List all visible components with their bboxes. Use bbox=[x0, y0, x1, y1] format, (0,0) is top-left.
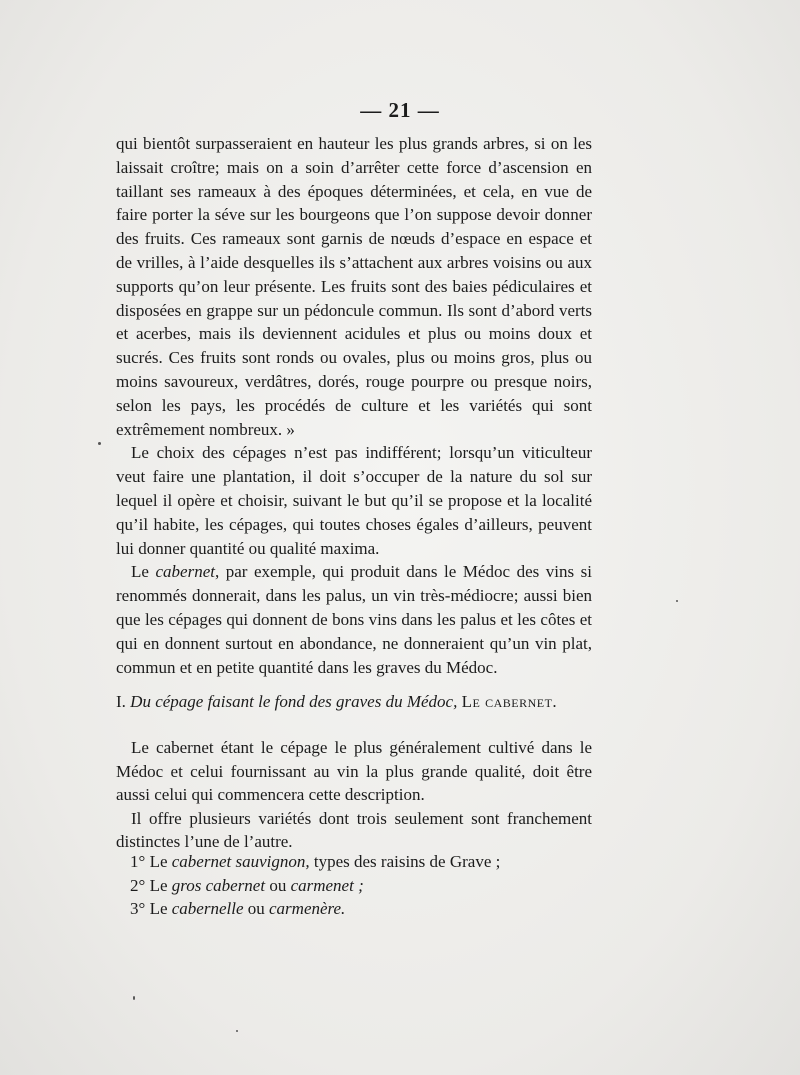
list-item bbox=[130, 897, 590, 921]
section-title-caps: Le cabernet. bbox=[461, 692, 558, 711]
list-number: 3° bbox=[130, 899, 146, 918]
paper-speck bbox=[98, 442, 101, 445]
variety-list bbox=[130, 850, 590, 921]
paragraph-3-italic: cabernet bbox=[155, 562, 215, 582]
list-item bbox=[130, 850, 590, 874]
paper-speck bbox=[676, 600, 678, 602]
paper-speck bbox=[133, 996, 135, 1000]
list-italic: cabernelle bbox=[171, 899, 244, 918]
section-number: I. bbox=[116, 692, 126, 711]
list-italic: gros cabernet bbox=[171, 875, 266, 895]
paper-speck bbox=[236, 1030, 238, 1032]
list-text: types des raisins de Grave ; bbox=[309, 852, 501, 871]
paragraph-3-post: , par exemple, qui produit dans le Médoc des vins si renommés donnerait, dans les palus, un vin très-médiocre; aussi bien que les cépages qui donnent de bons vins dans les palus et les côtes et qui en donnent surtout en abondance, ne donneraient qu’un vin plat, commun et en petite quantité dans les graves du Médoc. bbox=[116, 562, 592, 677]
paragraph-2: Le choix des cépages n’est pas indifférent; lorsqu’un viticulteur veut faire une plantation, il doit s’occuper de la nature du sol sur lequel il opère et choisir, suivant le but qu’il se propose et la localité qu’il habite, les cépages, qui toutes choses égales d’ailleurs, peuvent lui donner quantité ou qualité maxima. bbox=[116, 443, 592, 558]
list-text: Le bbox=[149, 852, 172, 871]
list-number: 1° bbox=[130, 852, 146, 871]
section-title: Du cépage faisant le fond des graves du Médoc, bbox=[130, 692, 458, 711]
list-text: ou bbox=[243, 899, 269, 918]
paragraph-3 bbox=[116, 560, 592, 679]
list-italic: carmenère. bbox=[269, 899, 346, 918]
list-text: Le bbox=[149, 899, 172, 918]
list-item bbox=[130, 874, 590, 898]
list-number: 2° bbox=[130, 875, 146, 895]
section-text bbox=[116, 736, 592, 854]
section-paragraph-1: Le cabernet étant le cépage le plus généralement cultivé dans le Médoc et celui fournissant au vin la plus grande qualité, doit être aussi celui qui commencera cette description. bbox=[116, 738, 592, 804]
page-number: — 21 — bbox=[360, 98, 440, 122]
section-heading bbox=[116, 690, 592, 714]
list-italic: carmenet ; bbox=[290, 875, 364, 895]
paragraph-3-pre: Le bbox=[131, 562, 156, 582]
list-italic: cabernet sauvignon, bbox=[171, 852, 310, 871]
paragraph-1: qui bientôt surpasseraient en hauteur les plus grands arbres, si on les laissait croître; mais on a soin d’arrêter cette force d’ascension en taillant ses rameaux à des époques déterminées, et cela, en vue de faire porter la séve sur les bourgeons que l’on suppose devoir donner des fruits. Ces rameaux sont garnis de nœuds d’espace en espace et de vrilles, à l’aide desquelles ils s’attachent aux arbres voisins ou aux supports qu’on leur présente. Les fruits sont des baies pédiculaires et disposées en grappe sur un pédoncule commun. Ils sont d’abord verts et acerbes, mais ils deviennent acidules et plus ou moins doux et sucrés. Ces fruits sont ronds ou ovales, plus ou moins gros, plus ou moins savoureux, verdâtres, dorés, rouge pourpre ou presque noirs, selon les pays, les procédés de culture et les variétés qui sont extrêmement nombreux. » bbox=[116, 134, 592, 439]
body-text bbox=[116, 132, 592, 679]
section-paragraph-2: Il offre plusieurs variétés dont trois seulement sont franchement distinctes l’une de l’autre. bbox=[116, 808, 592, 851]
list-text: Le bbox=[149, 875, 172, 895]
list-text: ou bbox=[265, 875, 291, 895]
